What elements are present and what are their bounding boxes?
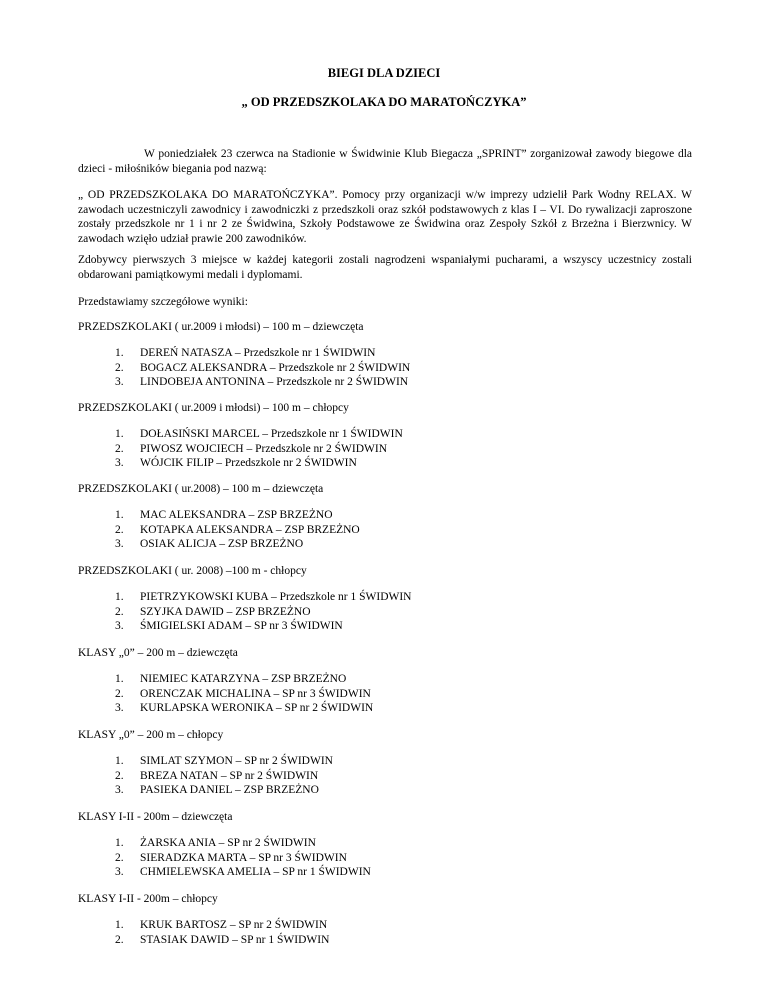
result-item bbox=[115, 754, 333, 769]
result-text: BOGACZ ALEKSANDRA – Przedszkole nr 2 ŚWIDWIN bbox=[140, 362, 411, 374]
result-item bbox=[115, 361, 410, 376]
result-number: 3. bbox=[115, 620, 124, 632]
result-item bbox=[115, 851, 347, 866]
result-text: ORENCZAK MICHALINA – SP nr 3 ŚWIDWIN bbox=[140, 688, 371, 700]
document-subtitle: „ OD PRZEDSZKOLAKA DO MARATOŃCZYKA” bbox=[241, 95, 527, 109]
category-heading: PRZEDSZKOLAKI ( ur. 2008) –100 m - chłopcy bbox=[78, 565, 307, 577]
result-number: 2. bbox=[115, 362, 124, 374]
result-text: WÓJCIK FILIP – Przedszkole nr 2 ŚWIDWIN bbox=[140, 457, 357, 469]
result-item bbox=[115, 590, 412, 605]
result-item bbox=[115, 375, 408, 390]
result-text: DEREŃ NATASZA – Przedszkole nr 1 ŚWIDWIN bbox=[140, 347, 376, 359]
category-heading: KLASY I-II - 200m – chłopcy bbox=[78, 893, 218, 905]
result-number: 3. bbox=[115, 457, 124, 469]
result-item bbox=[115, 701, 373, 716]
result-number: 1. bbox=[115, 509, 124, 521]
result-number: 2. bbox=[115, 443, 124, 455]
result-number: 1. bbox=[115, 591, 124, 603]
result-text: SIMLAT SZYMON – SP nr 2 ŚWIDWIN bbox=[140, 755, 333, 767]
result-item bbox=[115, 619, 343, 634]
result-text: LINDOBEJA ANTONINA – Przedszkole nr 2 ŚWIDWIN bbox=[140, 376, 409, 388]
result-text: PASIEKA DANIEL – ZSP BRZEŻNO bbox=[140, 784, 319, 796]
result-item bbox=[115, 442, 387, 457]
category-heading: PRZEDSZKOLAKI ( ur.2009 i młodsi) – 100 m – dziewczęta bbox=[78, 321, 364, 333]
result-number: 1. bbox=[115, 919, 124, 931]
result-number: 2. bbox=[115, 524, 124, 536]
category-heading: PRZEDSZKOLAKI ( ur.2009 i młodsi) – 100 m – chłopcy bbox=[78, 402, 349, 414]
result-item bbox=[115, 537, 303, 552]
category-heading: KLASY „0” – 200 m – chłopcy bbox=[78, 729, 224, 741]
result-item bbox=[115, 523, 360, 538]
result-item bbox=[115, 783, 319, 798]
result-text: KRUK BARTOSZ – SP nr 2 ŚWIDWIN bbox=[140, 919, 328, 931]
result-text: KURLAPSKA WERONIKA – SP nr 2 ŚWIDWIN bbox=[140, 702, 374, 714]
result-number: 2. bbox=[115, 852, 124, 864]
result-text: PIWOSZ WOJCIECH – Przedszkole nr 2 ŚWIDWIN bbox=[140, 443, 387, 455]
result-number: 2. bbox=[115, 688, 124, 700]
result-number: 1. bbox=[115, 347, 124, 359]
result-item bbox=[115, 687, 371, 702]
result-item bbox=[115, 672, 346, 687]
result-text: SZYJKA DAWID – ZSP BRZEŻNO bbox=[140, 606, 311, 618]
result-text: MAC ALEKSANDRA – ZSP BRZEŻNO bbox=[140, 509, 333, 521]
document-title: BIEGI DLA DZIECI bbox=[327, 66, 441, 80]
result-text: ŻARSKA ANIA – SP nr 2 ŚWIDWIN bbox=[140, 837, 316, 849]
result-number: 3. bbox=[115, 784, 124, 796]
result-number: 1. bbox=[115, 837, 124, 849]
result-text: PIETRZYKOWSKI KUBA – Przedszkole nr 1 ŚWIDWIN bbox=[140, 591, 412, 603]
result-item bbox=[115, 346, 375, 361]
result-number: 2. bbox=[115, 606, 124, 618]
category-heading: KLASY I-II - 200m – dziewczęta bbox=[78, 811, 233, 823]
result-item bbox=[115, 918, 327, 933]
result-number: 2. bbox=[115, 934, 124, 946]
result-item bbox=[115, 865, 371, 880]
result-number: 2. bbox=[115, 770, 124, 782]
result-item bbox=[115, 933, 329, 948]
result-number: 1. bbox=[115, 755, 124, 767]
result-text: ŚMIGIELSKI ADAM – SP nr 3 ŚWIDWIN bbox=[140, 620, 343, 632]
result-number: 3. bbox=[115, 702, 124, 714]
category-heading: KLASY „0” – 200 m – dziewczęta bbox=[78, 647, 238, 659]
results-intro: Przedstawiamy szczegółowe wyniki: bbox=[78, 296, 248, 308]
result-text: CHMIELEWSKA AMELIA – SP nr 1 ŚWIDWIN bbox=[140, 866, 371, 878]
intro-paragraph: W poniedziałek 23 czerwca na Stadionie w Świdwinie Klub Biegacza „SPRINT” zorganizował zawody biegowe dla dzieci - miłośników biegania pod nazwą: bbox=[78, 148, 692, 175]
result-item bbox=[115, 605, 311, 620]
result-text: SIERADZKA MARTA – SP nr 3 ŚWIDWIN bbox=[140, 852, 347, 864]
result-number: 1. bbox=[115, 673, 124, 685]
awards-paragraph: Zdobywcy pierwszych 3 miejsce w każdej kategorii zostali nagrodzeni wspaniałymi pucharami, a wszyscy uczestnicy zostali obdarowani pamiątkowymi medali i dyplomami. bbox=[78, 254, 692, 281]
result-number: 1. bbox=[115, 428, 124, 440]
result-number: 3. bbox=[115, 376, 124, 388]
result-number: 3. bbox=[115, 866, 124, 878]
result-text: NIEMIEC KATARZYNA – ZSP BRZEŻNO bbox=[140, 673, 347, 685]
result-item bbox=[115, 456, 357, 471]
result-number: 3. bbox=[115, 538, 124, 550]
result-text: KOTAPKA ALEKSANDRA – ZSP BRZEŻNO bbox=[140, 524, 360, 536]
result-item bbox=[115, 427, 403, 442]
result-item bbox=[115, 508, 333, 523]
result-text: STASIAK DAWID – SP nr 1 ŚWIDWIN bbox=[140, 934, 330, 946]
category-heading: PRZEDSZKOLAKI ( ur.2008) – 100 m – dziewczęta bbox=[78, 483, 324, 495]
result-text: DOŁASIŃSKI MARCEL – Przedszkole nr 1 ŚWIDWIN bbox=[140, 428, 403, 440]
result-item bbox=[115, 836, 316, 851]
result-item bbox=[115, 769, 318, 784]
result-text: BREZA NATAN – SP nr 2 ŚWIDWIN bbox=[140, 770, 319, 782]
result-text: OSIAK ALICJA – ZSP BRZEŻNO bbox=[140, 538, 304, 550]
details-paragraph: „ OD PRZEDSZKOLAKA DO MARATOŃCZYKA”. Pomocy przy organizacji w/w imprezy udzielił Park Wodny RELAX. W zawodach uczestniczyli zawodnicy i zawodniczki z przedszkoli oraz szkół podstawowych z klas I – VI. Do rywalizacji zaproszone zostały przedszkole nr 1 i nr 2 ze Świdwina, Szkoły Podstawowe ze Świdwina oraz Zespoły Szkół z Brzeżna i Bierzwnicy. W zawodach wzięło udział prawie 200 zawodników. bbox=[78, 189, 692, 245]
